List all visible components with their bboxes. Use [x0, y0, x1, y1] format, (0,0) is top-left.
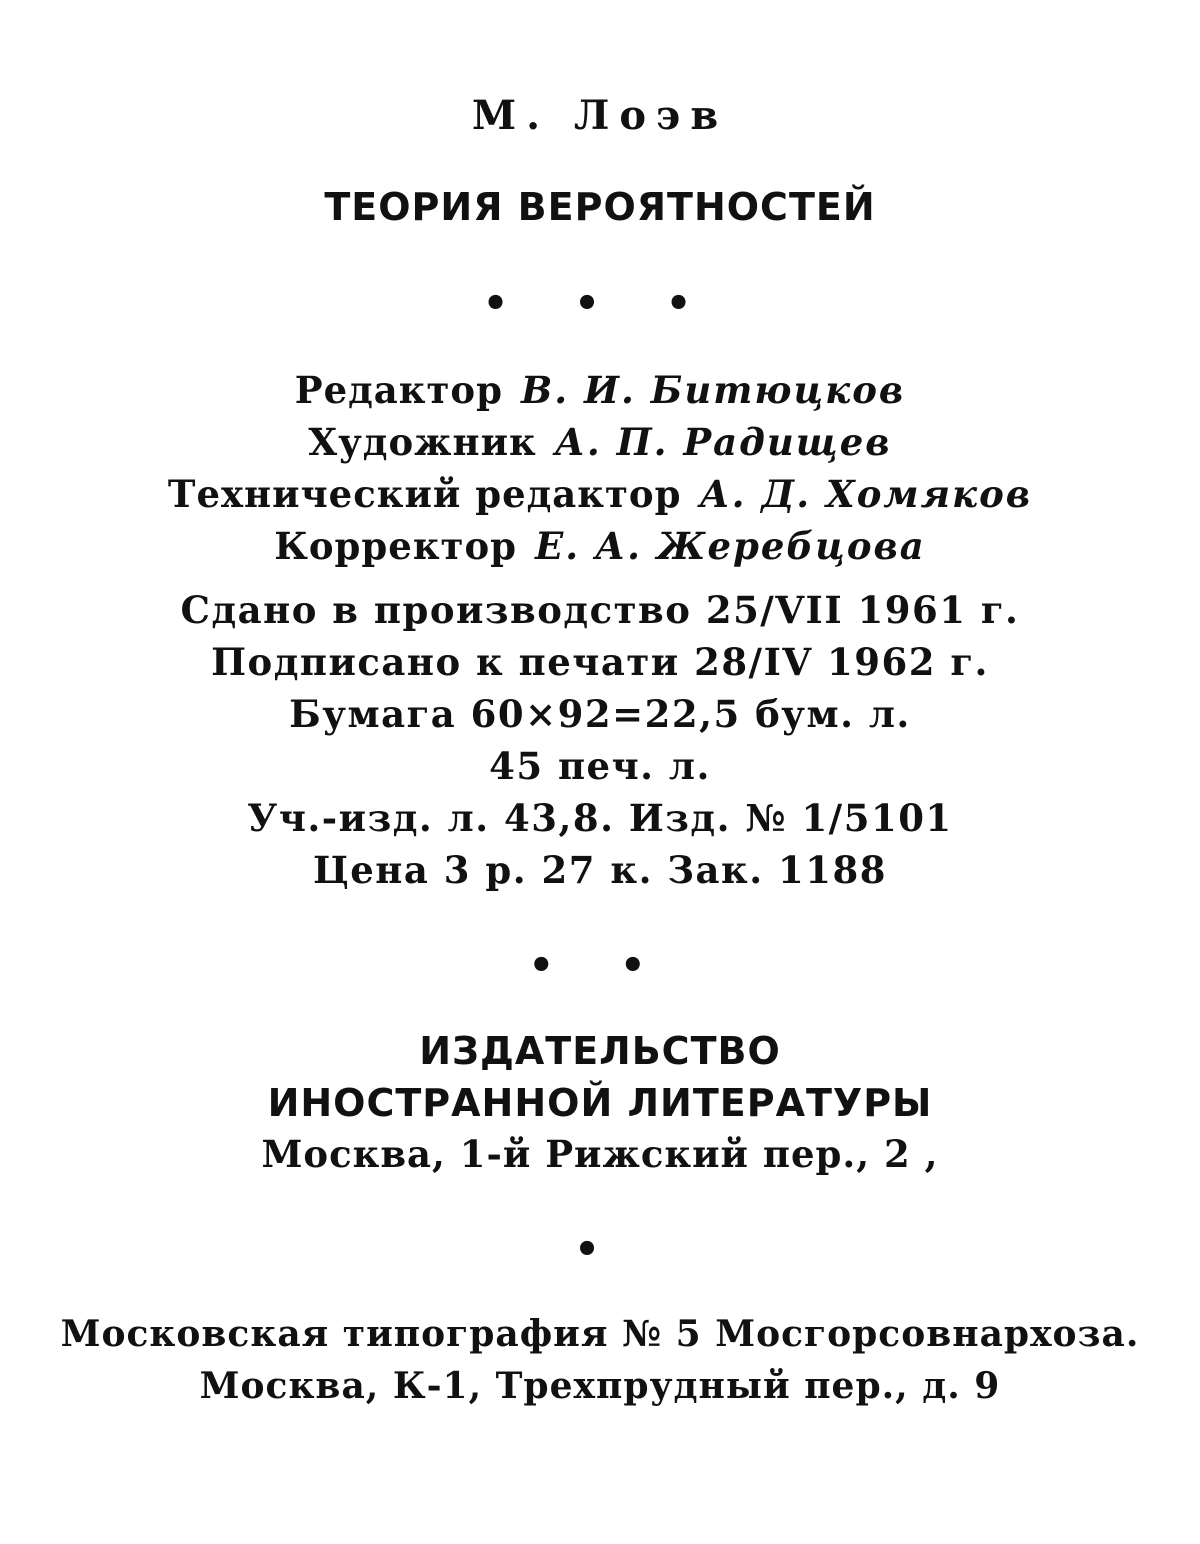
credit-tech-editor — [0, 472, 1200, 516]
credit-proofreader — [0, 524, 1200, 568]
book-title: ТЕОРИЯ ВЕРОЯТНОСТЕЙ — [324, 185, 876, 229]
imprint-paper: Бумага 60×92=22,5 бум. л. — [289, 692, 911, 736]
credit-name: Е. А. Жеребцова — [535, 524, 926, 568]
publisher-name-line1: ИЗДАТЕЛЬСТВО — [419, 1029, 781, 1073]
separator-single-dot: • — [574, 1226, 626, 1273]
imprint-edition-info: Уч.-изд. л. 43,8. Изд. № 1/5101 — [247, 796, 953, 840]
credit-role: Редактор — [294, 368, 503, 412]
printer-name: Московская типография № 5 Мосгорсовнархоза. — [60, 1313, 1140, 1355]
imprint-signed-for-print: Подписано к печати 28/IV 1962 г. — [211, 640, 989, 684]
separator-three-dots: • • • — [482, 280, 718, 327]
imprint-printed-sheets: 45 печ. л. — [489, 744, 711, 788]
credit-name: А. П. Радищев — [554, 420, 892, 464]
credit-role: Технический редактор — [167, 472, 682, 516]
separator-two-dots: • • — [528, 942, 672, 989]
publisher-address: Москва, 1-й Рижский пер., 2 , — [261, 1132, 939, 1176]
credit-role: Художник — [308, 420, 537, 464]
credit-editor — [0, 368, 1200, 412]
imprint-sent-to-production: Сдано в производство 25/VII 1961 г. — [180, 588, 1020, 632]
author-line: М. Лоэв — [471, 92, 729, 139]
credit-name: А. Д. Хомяков — [699, 472, 1033, 516]
credit-name: В. И. Битюцков — [520, 368, 906, 412]
credit-artist — [0, 420, 1200, 464]
imprint-price-order: Цена 3 р. 27 к. Зак. 1188 — [313, 848, 887, 892]
publisher-name-line2: ИНОСТРАННОЙ ЛИТЕРАТУРЫ — [267, 1081, 933, 1125]
printer-address: Москва, К-1, Трехпрудный пер., д. 9 — [199, 1365, 1001, 1407]
credit-role: Корректор — [274, 524, 518, 568]
